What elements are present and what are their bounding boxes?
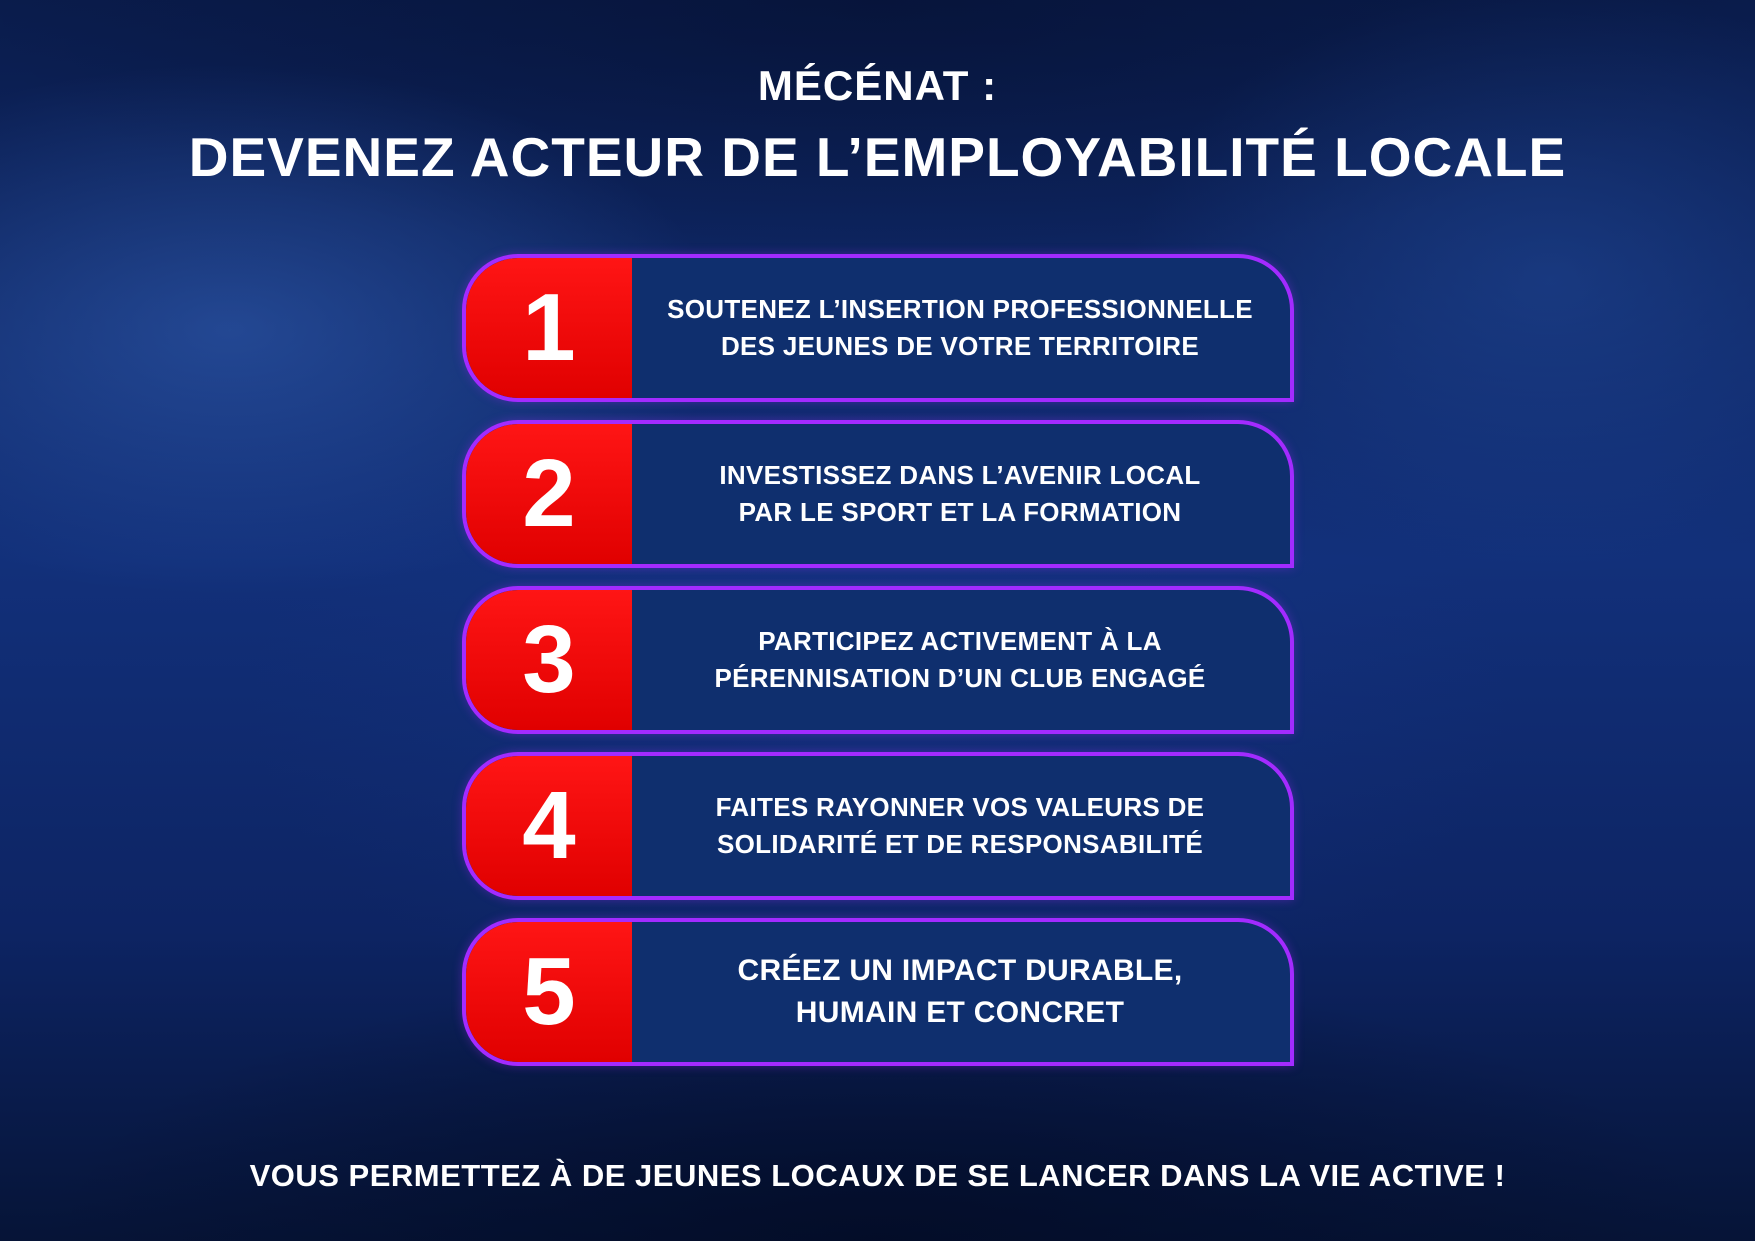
step-number-badge: 1	[466, 258, 632, 398]
step-card-1	[462, 254, 1294, 402]
step-text: SOUTENEZ L’INSERTION PROFESSIONNELLE DES JEUNES DE VOTRE TERRITOIRE	[667, 294, 1253, 361]
header-kicker: MÉCÉNAT :	[757, 62, 998, 109]
step-card-5	[462, 918, 1294, 1066]
step-text: INVESTISSEZ DANS L’AVENIR LOCAL PAR LE SPORT ET LA FORMATION	[719, 460, 1201, 527]
step-text: CRÉEZ UN IMPACT DURABLE, HUMAIN ET CONCRET	[737, 954, 1183, 1029]
step-number-badge: 3	[466, 590, 632, 730]
step-number-badge: 2	[466, 424, 632, 564]
step-text: FAITES RAYONNER VOS VALEURS DE SOLIDARITÉ ET DE RESPONSABILITÉ	[715, 792, 1205, 859]
page-title: DEVENEZ ACTEUR DE L’EMPLOYABILITÉ LOCALE	[188, 126, 1567, 188]
step-number-badge: 4	[466, 756, 632, 896]
step-text: PARTICIPEZ ACTIVEMENT À LA PÉRENNISATION D’UN CLUB ENGAGÉ	[714, 626, 1206, 693]
footer-tagline: VOUS PERMETTEZ À DE JEUNES LOCAUX DE SE LANCER DANS LA VIE ACTIVE !	[249, 1158, 1506, 1193]
step-card-4	[462, 752, 1294, 900]
step-card-2	[462, 420, 1294, 568]
step-card-3	[462, 586, 1294, 734]
steps-list	[462, 254, 1294, 1084]
header	[0, 58, 1755, 194]
step-number-badge: 5	[466, 922, 632, 1062]
